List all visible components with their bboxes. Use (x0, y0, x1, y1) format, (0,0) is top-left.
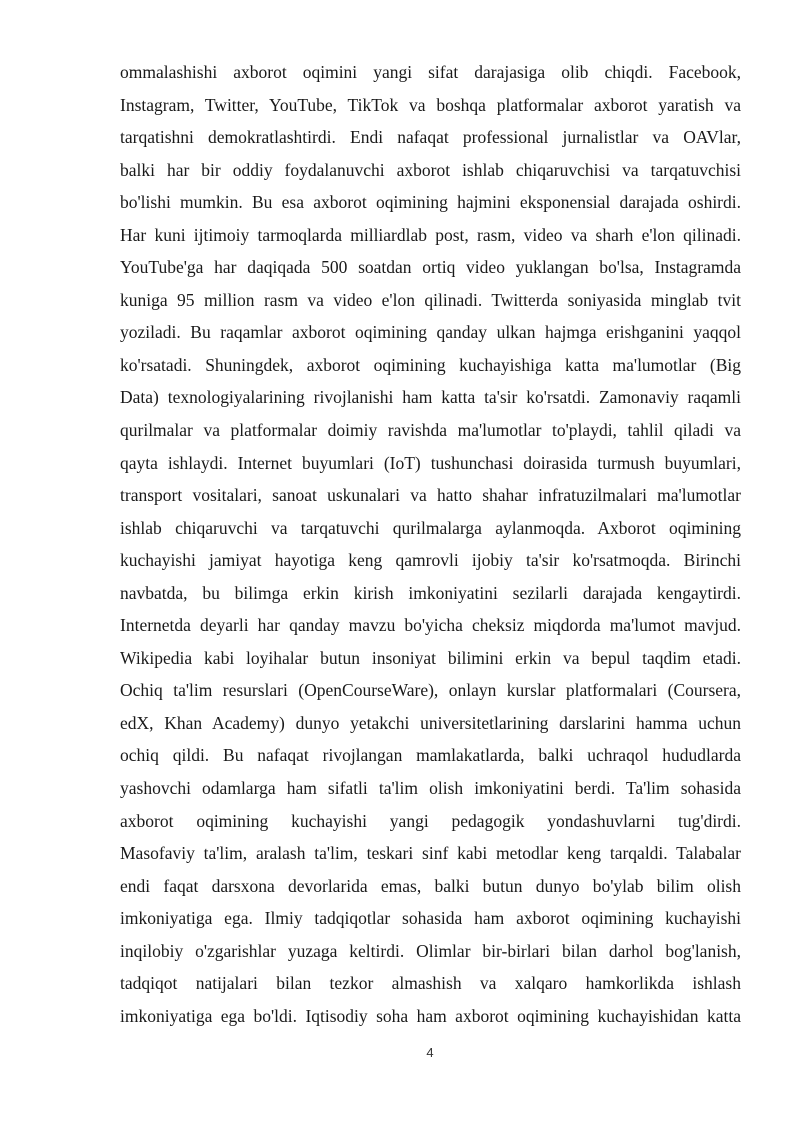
text-line: transport vositalari, sanoat uskunalari va hatto shahar infratuzilmalari ma'lumotlar (120, 485, 741, 506)
text-line: Wikipedia kabi loyihalar butun insoniyat bilimini erkin va bepul taqdim etadi. (120, 647, 741, 668)
text-line: imkoniyatiga ega. Ilmiy tadqiqotlar sohasida ham axborot oqimining kuchayishi (120, 908, 741, 929)
text-line: ko'rsatadi. Shuningdek, axborot oqimining kuchayishiga katta ma'lumotlar (Big (120, 354, 741, 375)
text-line: ommalashishi axborot oqimini yangi sifat darajasiga olib chiqdi. Facebook, (120, 62, 741, 82)
text-line: bo'lishi mumkin. Bu esa axborot oqimining hajmini eksponensial darajada oshirdi. (120, 192, 741, 213)
text-line: qurilmalar va platformalar doimiy ravishda ma'lumotlar to'playdi, tahlil qiladi va (120, 420, 741, 441)
text-line: Ochiq ta'lim resurslari (OpenCourseWare), onlayn kurslar platformalari (Coursera, (120, 680, 741, 701)
text-line: kuniga 95 million rasm va video e'lon qilinadi. Twitterda soniyasida minglab tvit (120, 289, 741, 310)
text-line: Internetda deyarli har qanday mavzu bo'yicha cheksiz miqdorda ma'lumot mavjud. (120, 615, 741, 636)
text-line: imkoniyatiga ega bo'ldi. Iqtisodiy soha ham axborot oqimining kuchayishidan katta (120, 1005, 741, 1026)
text-line: axborot oqimining kuchayishi yangi pedagogik yondashuvlarni tug'dirdi. (120, 810, 741, 831)
text-line: Masofaviy ta'lim, aralash ta'lim, teskari sinf kabi metodlar keng tarqaldi. Talabalar (120, 843, 741, 864)
text-line: endi faqat darsxona devorlarida emas, balki butun dunyo bo'ylab bilim olish (120, 875, 741, 896)
text-line: edX, Khan Academy) dunyo yetakchi universitetlarining darslarini hamma uchun (120, 712, 741, 733)
text-line: tarqatishni demokratlashtirdi. Endi nafaqat professional jurnalistlar va OAVlar, (120, 127, 741, 148)
text-line: yoziladi. Bu raqamlar axborot oqimining qanday ulkan hajmga erishganini yaqqol (120, 322, 741, 343)
text-line: kuchayishi jamiyat hayotiga keng qamrovli ijobiy ta'sir ko'rsatmoqda. Birinchi (120, 550, 741, 571)
page-number: 4 (426, 1045, 434, 1060)
text-line: navbatda, bu bilimga erkin kirish imkoniyatini sezilarli darajada kengaytirdi. (120, 582, 741, 603)
text-line: Instagram, Twitter, YouTube, TikTok va boshqa platformalar axborot yaratish va (120, 94, 741, 115)
text-line: yashovchi odamlarga ham sifatli ta'lim olish imkoniyatini berdi. Ta'lim sohasida (120, 778, 741, 799)
body-paragraph (120, 56, 741, 1032)
text-line: tadqiqot natijalari bilan tezkor almashish va xalqaro hamkorlikda ishlash (120, 973, 741, 994)
text-line: balki har bir oddiy foydalanuvchi axborot ishlab chiqaruvchisi va tarqatuvchisi (120, 159, 741, 180)
text-line: ochiq qildi. Bu nafaqat rivojlangan mamlakatlarda, balki uchraqol hududlarda (120, 745, 741, 766)
text-line: YouTube'ga har daqiqada 500 soatdan ortiq video yuklangan bo'lsa, Instagramda (120, 257, 741, 278)
text-line: inqilobiy o'zgarishlar yuzaga keltirdi. Olimlar bir-birlari bilan darhol bog'lanish, (120, 940, 741, 961)
text-line: Har kuni ijtimoiy tarmoqlarda milliardlab post, rasm, video va sharh e'lon qilinadi. (120, 224, 741, 245)
text-line: ishlab chiqaruvchi va tarqatuvchi qurilmalarga aylanmoqda. Axborot oqimining (120, 517, 741, 538)
text-line: Data) texnologiyalarining rivojlanishi ham katta ta'sir ko'rsatdi. Zamonaviy raqamli (120, 387, 741, 408)
text-line: qayta ishlaydi. Internet buyumlari (IoT) tushunchasi doirasida turmush buyumlari, (120, 452, 741, 473)
